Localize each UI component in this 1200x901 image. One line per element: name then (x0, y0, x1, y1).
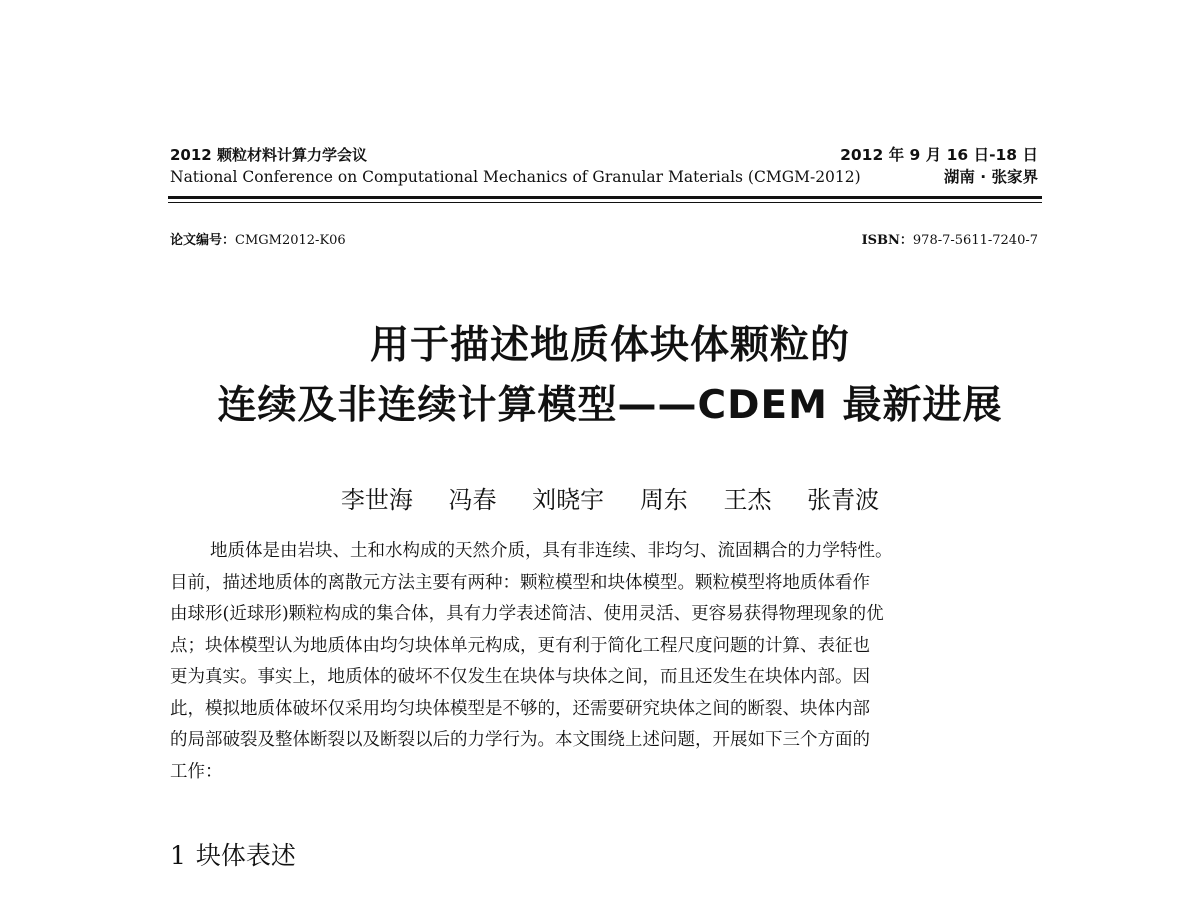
section-heading (170, 836, 296, 872)
abstract-line: 更为真实。事实上，地质体的破坏不仅发生在块体与块体之间，而且还发生在块体内部。因 (170, 667, 870, 687)
paper-title-line-1: 用于描述地质体块体颗粒的 (369, 323, 850, 368)
author: 张青波 (807, 486, 880, 514)
abstract-line: 点；块体模型认为地质体由均匀块体单元构成，更有利于简化工程尺度问题的计算、表征也 (170, 635, 870, 656)
author: 冯春 (448, 486, 497, 514)
author: 王杰 (723, 486, 772, 514)
conference-date-location (840, 144, 1038, 188)
section-number: 1 (170, 841, 186, 870)
abstract-line: 工作： (170, 761, 223, 782)
conference-location: 湖南 · 张家界 (943, 168, 1038, 186)
header-rule-thin (168, 202, 1042, 203)
isbn (862, 229, 1038, 248)
conference-date: 2012 年 9 月 16 日-18 日 (840, 146, 1038, 164)
section-title: 块体表述 (195, 841, 296, 870)
abstract-line: 地质体是由岩块、土和水构成的天然介质，具有非连续、非均匀、流固耦合的力学特性。 (210, 541, 893, 561)
author-list (160, 480, 1060, 515)
abstract-paragraph (170, 536, 1042, 788)
abstract-line: 由球形(近球形)颗粒构成的集合体，具有力学表述简洁、使用灵活、更容易获得物理现象的优 (170, 604, 884, 624)
conference-name-en: National Conference on Computational Mechanics of Granular Materials (CMGM-2012) (170, 168, 861, 186)
abstract-line: 此，模拟地质体破坏仅采用均匀块体模型是不够的，还需要研究块体之间的断裂、块体内部 (170, 698, 870, 719)
isbn-value: 978-7-5611-7240-7 (912, 233, 1038, 248)
author: 李世海 (340, 486, 413, 514)
author: 周东 (639, 486, 688, 514)
paper-title-line-2: 连续及非连续计算模型——CDEM 最新进展 (217, 383, 1003, 428)
conference-header (170, 144, 861, 188)
header-rule-thick (168, 196, 1042, 199)
paper-id-label: 论文编号： (170, 233, 236, 248)
abstract-line: 的局部破裂及整体断裂以及断裂以后的力学行为。本文围绕上述问题，开展如下三个方面的 (170, 730, 870, 750)
isbn-label: ISBN： (861, 233, 913, 248)
paper-id (170, 229, 346, 248)
author: 刘晓宇 (532, 486, 605, 514)
conference-name-cn: 2012 颗粒材料计算力学会议 (170, 146, 367, 164)
paper-id-value: CMGM2012-K06 (235, 233, 346, 248)
abstract-line: 目前，描述地质体的离散元方法主要有两种：颗粒模型和块体模型。颗粒模型将地质体看作 (170, 572, 870, 593)
